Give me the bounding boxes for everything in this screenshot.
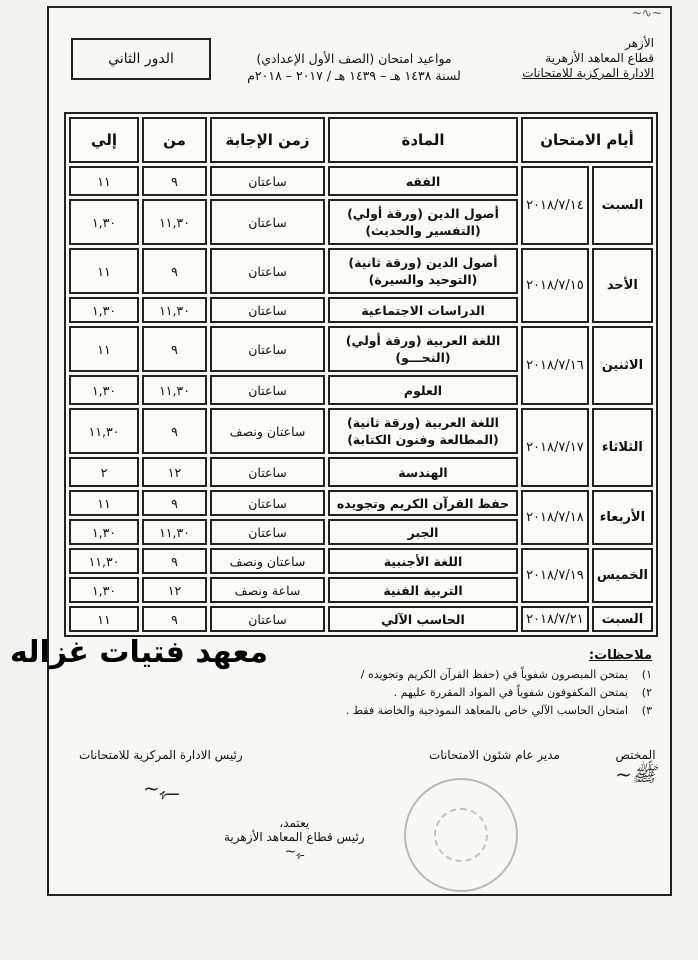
- duration-cell: ساعتان: [210, 297, 325, 323]
- note-text: يمتحن المبصرون شفوياً في (حفظ القرآن الكريم وتجويده /: [360, 668, 628, 681]
- to-time-cell: ١,٣٠: [69, 375, 139, 405]
- duration-cell: ساعتان: [210, 166, 325, 196]
- note-number: ١): [641, 668, 652, 681]
- from-time-cell: ١٢: [142, 457, 207, 487]
- watermark-text: معهد فتيات غزاله: [10, 635, 268, 670]
- duration-cell: ساعتان: [210, 606, 325, 632]
- round-label: الدور الثاني: [71, 38, 211, 80]
- notes-title: ملاحظات:: [588, 648, 652, 663]
- title-line-1: مواعيد امتحان (الصف الأول الإعدادي): [256, 51, 452, 66]
- from-time-cell: ١٢: [142, 577, 207, 603]
- central-head-title: رئيس الادارة المركزية للامتحانات: [79, 748, 243, 762]
- header-subject: المادة: [328, 117, 518, 163]
- duration-cell: ساعتان: [210, 326, 325, 372]
- note-text: يمتحن المكفوفون شفوياً في المواد المقررة عليهم .: [393, 686, 628, 699]
- specialist-signature: [615, 748, 656, 791]
- from-time-cell: ٩: [142, 408, 207, 454]
- table-row: [69, 548, 653, 574]
- to-time-cell: ١,٣٠: [69, 519, 139, 545]
- subject-cell: الهندسة: [328, 457, 518, 487]
- from-time-cell: ٩: [142, 326, 207, 372]
- note-number: ٢): [641, 686, 652, 699]
- to-time-cell: ١١,٣٠: [69, 548, 139, 574]
- title-line-2: لسنة ١٤٣٨ هـ – ١٤٣٩ هـ / ٢٠١٧ – ٢٠١٨م: [247, 68, 461, 83]
- duration-cell: ساعتان: [210, 457, 325, 487]
- duration-cell: ساعتان ونصف: [210, 548, 325, 574]
- to-time-cell: ١١: [69, 490, 139, 516]
- note-item: [92, 684, 652, 702]
- org-line-3: الادارة المركزية للامتحانات: [522, 66, 654, 80]
- header-to: إلي: [69, 117, 139, 163]
- date-cell: ٢٠١٨/٧/١٩: [521, 548, 589, 603]
- day-cell: الخميس: [592, 548, 653, 603]
- subject-cell: العلوم: [328, 375, 518, 405]
- note-text: امتحان الحاسب الآلي خاص بالمعاهد النموذجية والخاصة فقط .: [345, 704, 628, 717]
- official-stamp: [404, 778, 518, 892]
- signature-scribble: ـــﮩ~: [143, 776, 179, 800]
- to-time-cell: ١,٣٠: [69, 297, 139, 323]
- table-row: [69, 326, 653, 372]
- note-item: [92, 702, 652, 720]
- subject-cell: اللغة العربية (ورقة ثانية) (المطالعة وفنون الكتابة): [328, 408, 518, 454]
- signature-scribble: ـﮩ~: [284, 844, 304, 860]
- signature-scribble: ﷺ~: [615, 762, 656, 786]
- from-time-cell: ٩: [142, 490, 207, 516]
- header-from: من: [142, 117, 207, 163]
- schedule-title: [219, 50, 489, 84]
- sector-head-title: رئيس قطاع المعاهد الأزهرية: [224, 830, 365, 844]
- note-number: ٣): [641, 704, 652, 717]
- from-time-cell: ٩: [142, 548, 207, 574]
- header-days: أيام الامتحان: [521, 117, 653, 163]
- to-time-cell: ٢: [69, 457, 139, 487]
- to-time-cell: ١,٣٠: [69, 577, 139, 603]
- from-time-cell: ٩: [142, 606, 207, 632]
- table-row: [69, 606, 653, 632]
- from-time-cell: ١١,٣٠: [142, 519, 207, 545]
- date-cell: ٢٠١٨/٧/١٨: [521, 490, 589, 545]
- from-time-cell: ٩: [142, 248, 207, 294]
- date-cell: ٢٠١٨/٧/١٦: [521, 326, 589, 405]
- day-cell: السبت: [592, 166, 653, 245]
- director-signature: [429, 748, 560, 762]
- from-time-cell: ١١,٣٠: [142, 375, 207, 405]
- to-time-cell: ١,٣٠: [69, 199, 139, 245]
- table-row: [69, 408, 653, 454]
- subject-cell: الحاسب الآلي: [328, 606, 518, 632]
- exam-schedule-sheet: [47, 6, 672, 896]
- subject-cell: الفقه: [328, 166, 518, 196]
- table-row: [69, 490, 653, 516]
- to-time-cell: ١١: [69, 606, 139, 632]
- director-title: مدير عام شئون الامتحانات: [429, 748, 560, 762]
- subject-cell: أصول الدين (ورقة ثانية) (التوحيد والسيرة): [328, 248, 518, 294]
- central-head-signature: [79, 748, 243, 800]
- table-header-row: [69, 117, 653, 163]
- from-time-cell: ١١,٣٠: [142, 199, 207, 245]
- approval-label: يعتمد،: [279, 816, 310, 830]
- organization-header: [522, 36, 654, 81]
- org-line-2: قطاع المعاهد الأزهرية: [545, 51, 654, 65]
- subject-cell: الجبر: [328, 519, 518, 545]
- table-row: [69, 248, 653, 294]
- to-time-cell: ١١,٣٠: [69, 408, 139, 454]
- schedule-table: [64, 112, 658, 637]
- day-cell: الاثنين: [592, 326, 653, 405]
- date-cell: ٢٠١٨/٧/١٥: [521, 248, 589, 323]
- subject-cell: حفظ القرآن الكريم وتجويده: [328, 490, 518, 516]
- header-duration: زمن الإجابة: [210, 117, 325, 163]
- duration-cell: ساعتان: [210, 375, 325, 405]
- scribble-mark: ~∿~: [631, 6, 662, 20]
- subject-cell: اللغة الأجنبية: [328, 548, 518, 574]
- subject-cell: الدراسات الاجتماعية: [328, 297, 518, 323]
- notes-list: [92, 666, 652, 720]
- to-time-cell: ١١: [69, 248, 139, 294]
- duration-cell: ساعة ونصف: [210, 577, 325, 603]
- day-cell: السبت: [592, 606, 653, 632]
- to-time-cell: ١١: [69, 166, 139, 196]
- duration-cell: ساعتان: [210, 199, 325, 245]
- subject-cell: اللغة العربية (ورقة أولي) (النحـــو): [328, 326, 518, 372]
- duration-cell: ساعتان ونصف: [210, 408, 325, 454]
- org-line-1: الأزهر: [625, 36, 654, 50]
- day-cell: الثلاثاء: [592, 408, 653, 487]
- duration-cell: ساعتان: [210, 490, 325, 516]
- day-cell: الأحد: [592, 248, 653, 323]
- specialist-title: المختص: [615, 748, 656, 762]
- table-row: [69, 166, 653, 196]
- duration-cell: ساعتان: [210, 519, 325, 545]
- subject-cell: أصول الدين (ورقة أولي) (التفسير والحديث): [328, 199, 518, 245]
- date-cell: ٢٠١٨/٧/١٤: [521, 166, 589, 245]
- duration-cell: ساعتان: [210, 248, 325, 294]
- day-cell: الأربعاء: [592, 490, 653, 545]
- from-time-cell: ٩: [142, 166, 207, 196]
- subject-cell: التربية الفنية: [328, 577, 518, 603]
- date-cell: ٢٠١٨/٧/١٧: [521, 408, 589, 487]
- from-time-cell: ١١,٣٠: [142, 297, 207, 323]
- to-time-cell: ١١: [69, 326, 139, 372]
- date-cell: ٢٠١٨/٧/٢١: [521, 606, 589, 632]
- approval-block: [224, 816, 365, 860]
